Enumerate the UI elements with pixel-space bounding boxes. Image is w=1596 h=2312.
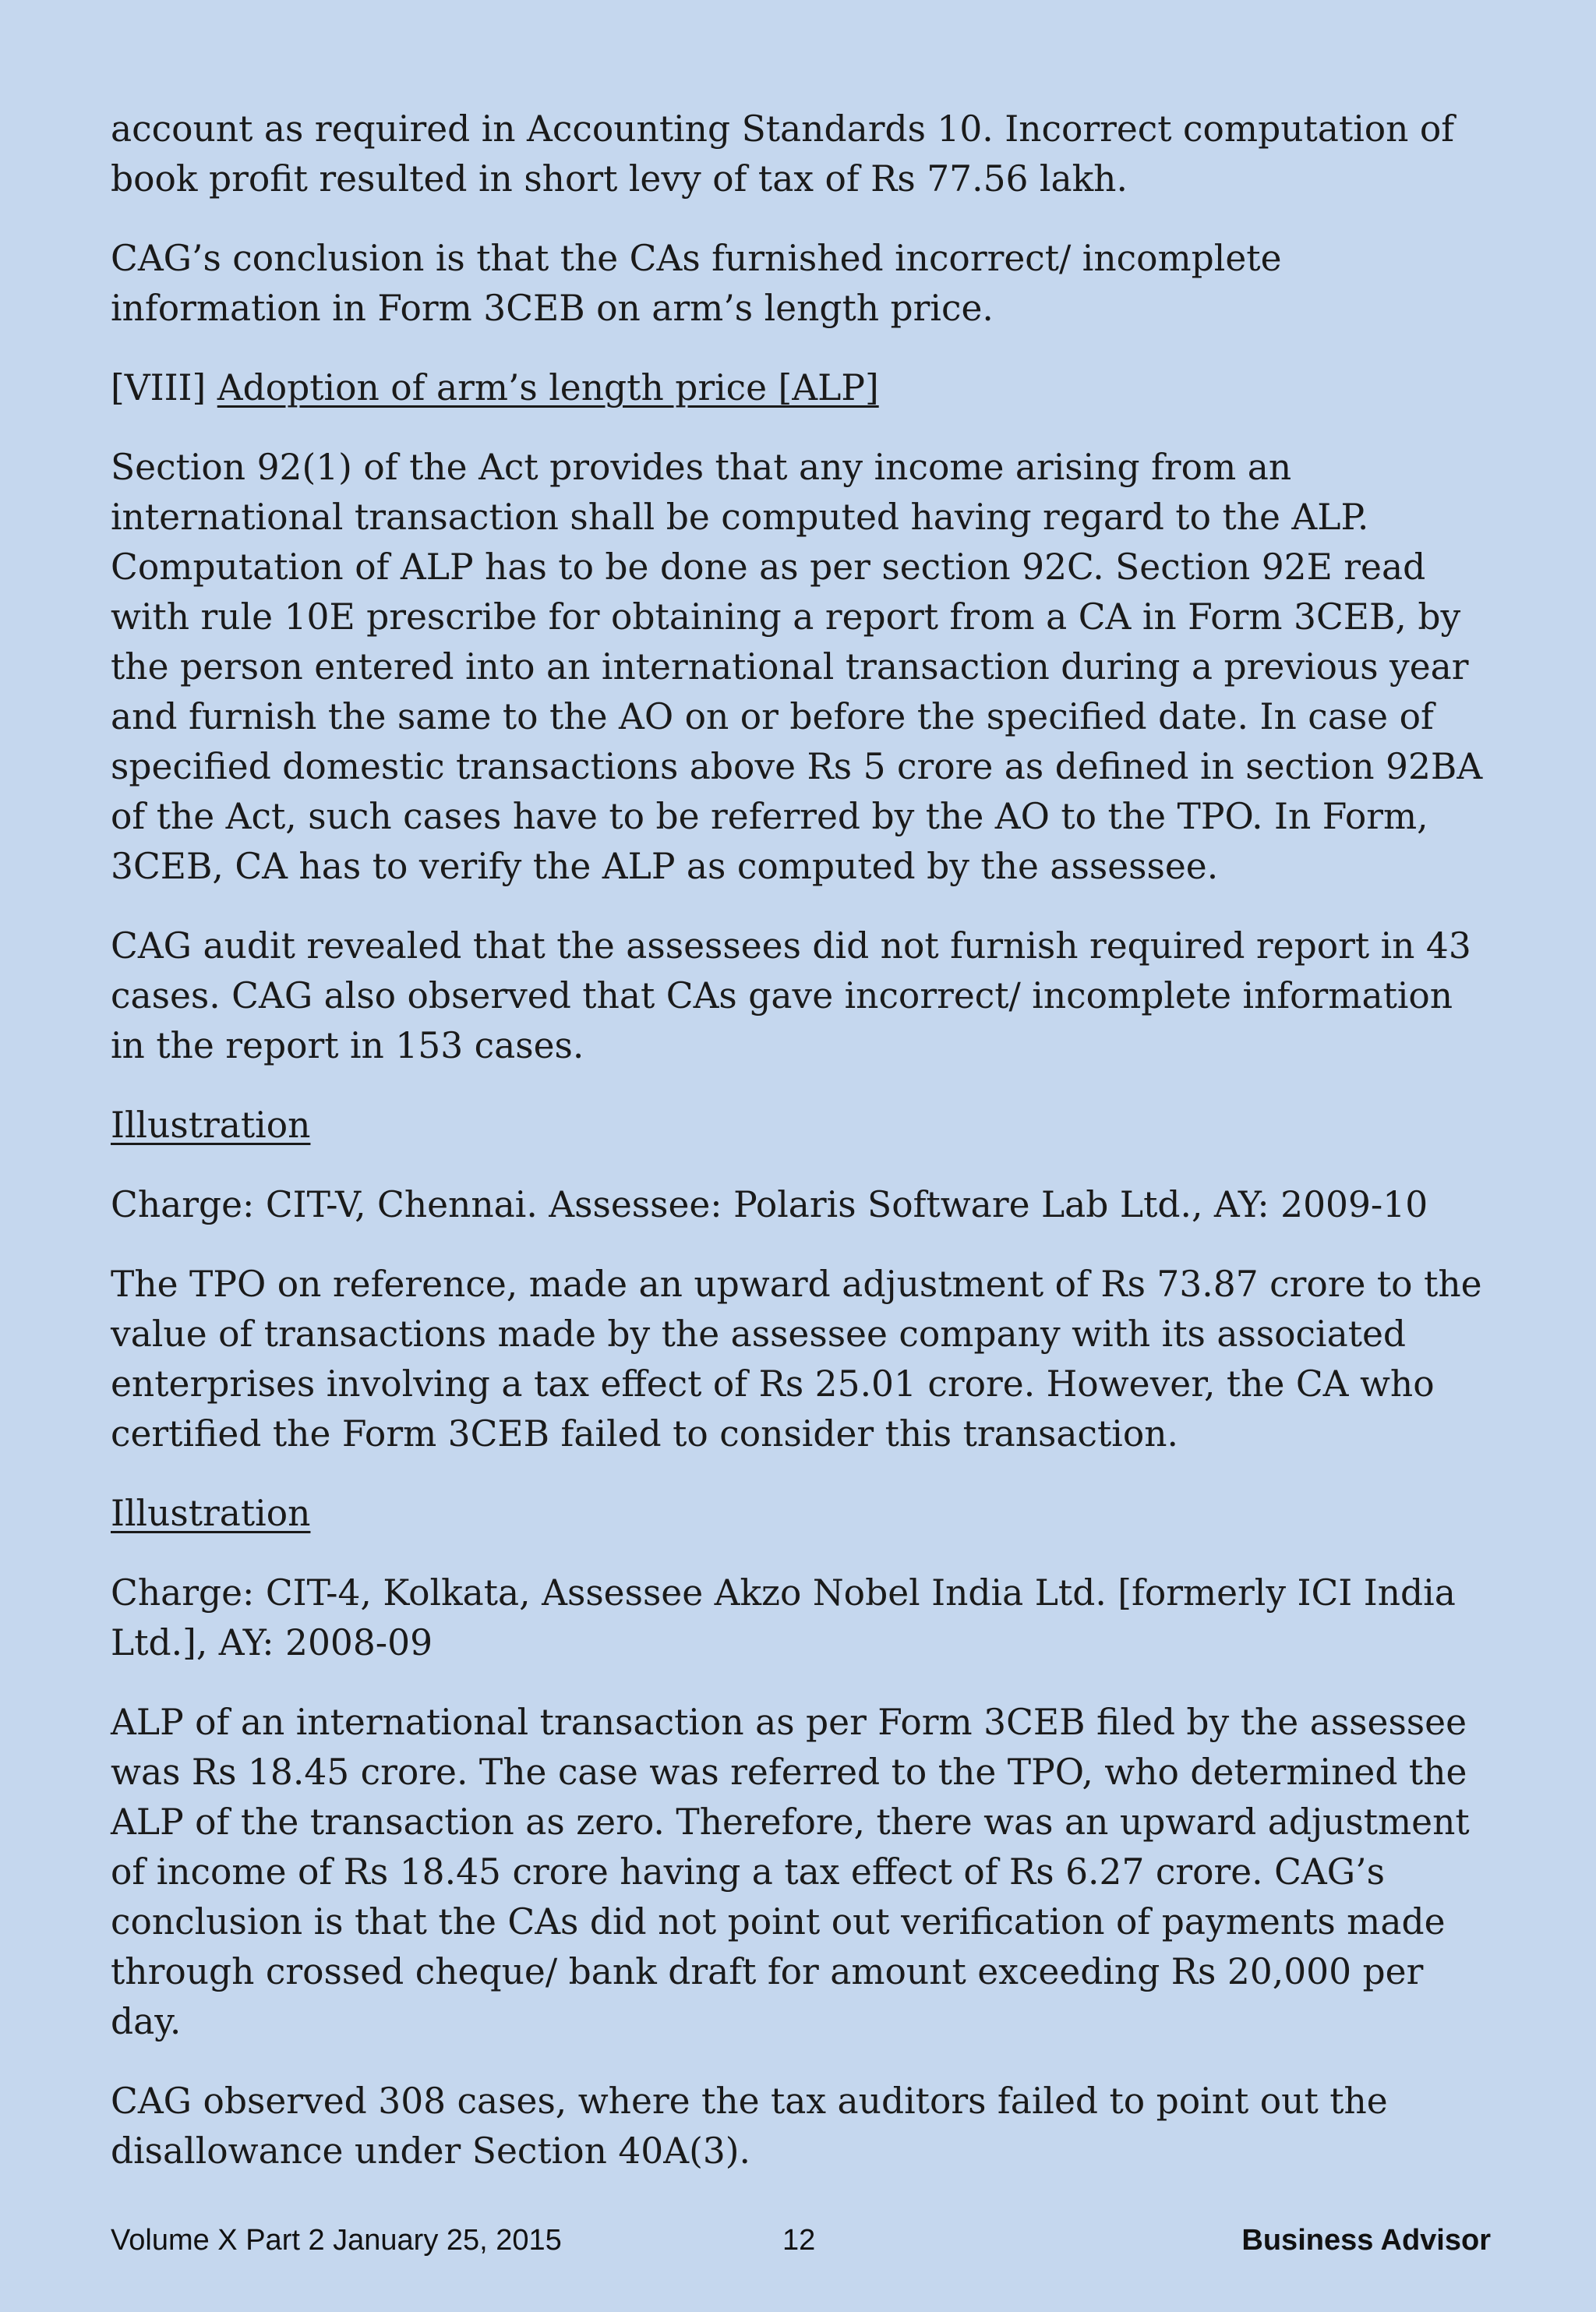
section-heading (111, 363, 1506, 413)
illustration-heading-1 (111, 1101, 1506, 1151)
illustration-label-1: Illustration (111, 1105, 311, 1146)
paragraph-alp-zero: ALP of an international transaction as per Form 3CEB filed by the assessee was Rs 18.45 crore. The case was referred to the TPO, who determined the ALP of the transaction as zero. Therefore, there was an upward adjustment of income of Rs 18.45 crore having a tax effect of Rs 6.27 crore. CAG’s conclusion is that the CAs did not point out verification of payments made through crossed cheque/ bank draft for amount exceeding Rs 20,000 per day. (111, 1702, 1470, 2042)
section-number: [VIII] (111, 367, 207, 408)
paragraph-cag-conclusion: CAG’s conclusion is that the CAs furnished incorrect/ incomplete information in Form 3CEB on arm’s length price. (111, 238, 1282, 329)
document-body (111, 104, 1506, 2206)
paragraph-tpo-adjustment: The TPO on reference, made an upward adjustment of Rs 73.87 crore to the value of transactions made by the assessee company with its associated enterprises involving a tax effect of Rs 25.01 crore. However, the CA who certified the Form 3CEB failed to consider this transaction. (111, 1264, 1482, 1455)
paragraph-charge-chennai: Charge: CIT-V, Chennai. Assessee: Polaris Software Lab Ltd., AY: 2009-10 (111, 1184, 1428, 1225)
page-footer (111, 2220, 1491, 2261)
illustration-label-2: Illustration (111, 1493, 311, 1534)
paragraph-section-92: Section 92(1) of the Act provides that any income arising from an international transaction shall be computed having regard to the ALP. Computation of ALP has to be done as per section 92C. Section 92E read with rule 10E prescribe for obtaining a report from a CA in Form 3CEB, by the person entered into an international transaction during a previous year and furnish the same to the AO on or before the specified date. In case of specified domestic transactions above Rs 5 crore as defined in section 92BA of the Act, such cases have to be referred by the AO to the TPO. In Form, 3CEB, CA has to verify the ALP as computed by the assessee. (111, 447, 1483, 887)
section-title: Adoption of arm’s length price [ALP] (217, 367, 879, 408)
paragraph-cag-audit: CAG audit revealed that the assessees did not furnish required report in 43 cases. CAG also observed that CAs gave incorrect/ incomplete information in the report in 153 cases. (111, 925, 1471, 1066)
paragraph-charge-kolkata: Charge: CIT-4, Kolkata, Assessee Akzo Nobel India Ltd. [formerly ICI India Ltd.], AY: 2008-09 (111, 1572, 1456, 1663)
footer-page-number: 12 (782, 2224, 816, 2257)
footer-publication: Business Advisor (1241, 2224, 1491, 2257)
paragraph-book-profit: account as required in Accounting Standards 10. Incorrect computation of book profit resulted in short levy of tax of Rs 77.56 lakh. (111, 108, 1455, 200)
illustration-heading-2 (111, 1489, 1506, 1539)
footer-issue: Volume X Part 2 January 25, 2015 (111, 2224, 562, 2257)
paragraph-section-40a: CAG observed 308 cases, where the tax auditors failed to point out the disallowance under Section 40A(3). (111, 2080, 1388, 2172)
